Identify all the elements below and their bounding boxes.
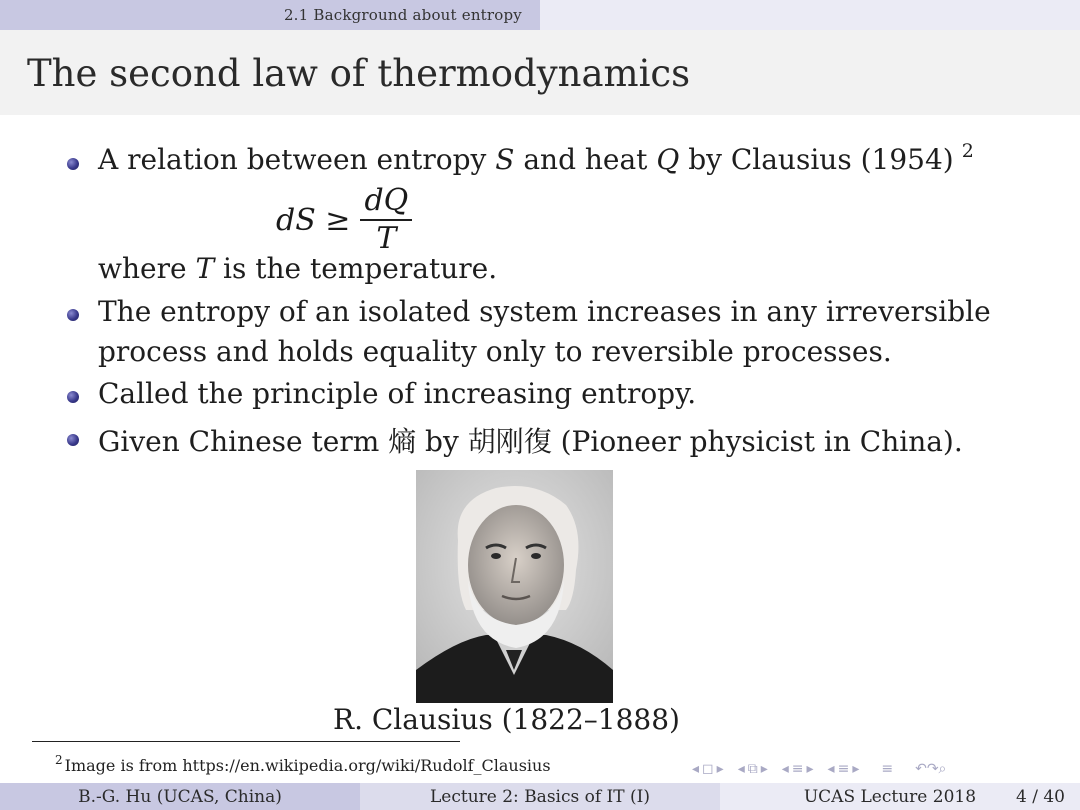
footnote-mark: 2: [55, 753, 63, 767]
nav-search-icon[interactable]: ⌕: [938, 761, 947, 777]
nav-doc-prev-icon[interactable]: ◂: [827, 761, 835, 777]
var-Q: Q: [656, 143, 680, 176]
nav-section-icon[interactable]: ≡: [791, 761, 804, 777]
nav-outline-icon[interactable]: ≡: [881, 761, 894, 777]
text-run: where: [98, 252, 196, 285]
text-run: A relation between entropy: [98, 143, 496, 176]
bullet-icon: [67, 158, 79, 170]
section-header[interactable]: 2.1 Background about entropy: [0, 0, 540, 30]
bullet-icon: [67, 391, 79, 403]
bullet-4-text: Given Chinese term 熵 by 胡刚復 (Pioneer physicist in China).: [98, 425, 963, 458]
bullet-icon: [67, 434, 79, 446]
footnote-text[interactable]: Image is from https://en.wikipedia.org/wiki/Rudolf_Clausius: [64, 756, 551, 775]
footnote: [55, 753, 551, 775]
nav-subsection-prev-icon[interactable]: ◂: [737, 761, 745, 777]
nav-frame-prev-icon[interactable]: ◂: [692, 761, 700, 777]
footer-lecture-title: Lecture 2: Basics of IT (I): [360, 783, 720, 810]
footer-venue: UCAS Lecture 2018: [803, 786, 977, 807]
bullet-1-text: [98, 140, 974, 176]
nav-back-icon[interactable]: ↶: [915, 761, 927, 777]
bullet-icon: [67, 309, 79, 321]
bullet-2-line-2: process and holds equality only to reversible processes.: [98, 335, 892, 368]
footnote-divider: [32, 741, 460, 742]
footer-right: [720, 783, 1080, 810]
frame-title-bar: [0, 30, 1080, 115]
fraction-numerator: dQ: [360, 183, 412, 221]
portrait-image: [416, 470, 613, 703]
footer-bar: [0, 783, 1080, 810]
slide-title: The second law of thermodynamics: [27, 52, 691, 95]
fraction: [360, 183, 412, 257]
nav-doc-next-icon[interactable]: ▸: [852, 761, 860, 777]
entropy-inequality: [276, 180, 412, 260]
nav-section-next-icon[interactable]: ▸: [806, 761, 814, 777]
var-T: T: [195, 252, 215, 285]
formula-lhs: dS ≥: [276, 202, 351, 238]
text-run: and heat: [514, 143, 657, 176]
portrait-caption: R. Clausius (1822–1888): [333, 703, 680, 736]
nav-controls: [692, 758, 946, 780]
nav-forward-icon[interactable]: ↷: [926, 761, 939, 777]
bullet-3-text: Called the principle of increasing entropy.: [98, 377, 697, 410]
nav-frame-next-icon[interactable]: ▸: [716, 761, 724, 777]
footer-author: B.-G. Hu (UCAS, China): [0, 783, 360, 810]
page-number: 4 / 40: [1016, 786, 1065, 807]
var-S: S: [495, 143, 515, 176]
text-run: by Clausius (1954): [679, 143, 954, 176]
footnote-reference[interactable]: 2: [961, 140, 974, 162]
nav-section-prev-icon[interactable]: ◂: [781, 761, 789, 777]
nav-frame-icon[interactable]: ◻: [702, 761, 714, 777]
nav-subsection-next-icon[interactable]: ▸: [760, 761, 768, 777]
text-run: is the temperature.: [214, 252, 498, 285]
fraction-denominator: T: [376, 221, 397, 256]
clausius-portrait: [416, 470, 613, 703]
nav-doc-icon[interactable]: ≡: [837, 761, 850, 777]
nav-subsection-icon[interactable]: ⧉: [747, 761, 758, 777]
where-text: [98, 252, 497, 285]
bullet-2-line-1: The entropy of an isolated system increases in any irreversible: [98, 295, 991, 328]
